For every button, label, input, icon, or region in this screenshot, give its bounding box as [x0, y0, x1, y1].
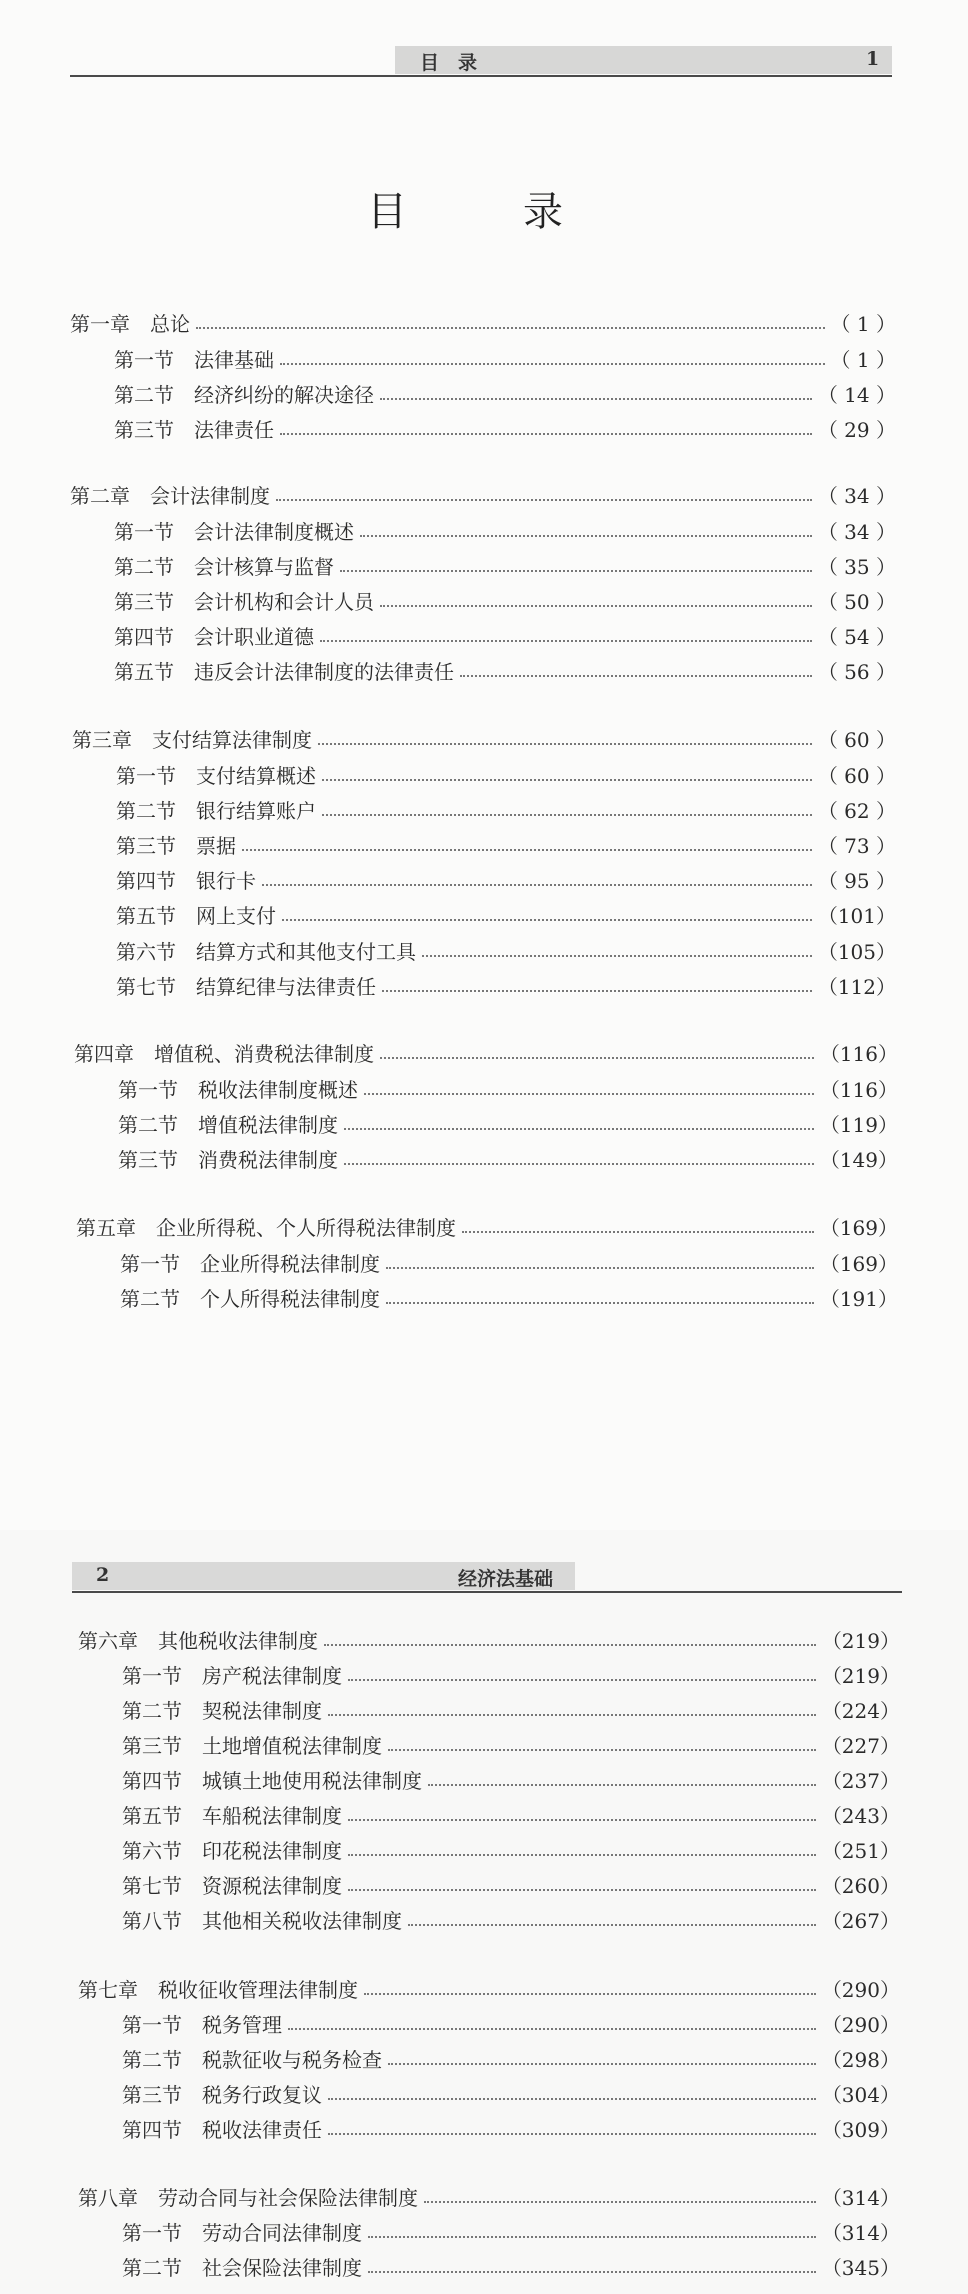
- toc-chapter[interactable]: 第三章 支付结算法律制度 （ 60 ）: [72, 727, 896, 752]
- toc-section[interactable]: 第三节 税务行政复议 （304）: [122, 2082, 900, 2107]
- toc-section[interactable]: 第四节 会计职业道德 （ 54 ）: [114, 624, 896, 649]
- toc-section[interactable]: 第一节 会计法律制度概述 （ 34 ）: [114, 519, 896, 544]
- toc-section[interactable]: 第二节 增值税法律制度 （119）: [118, 1112, 898, 1137]
- toc-chapter[interactable]: 第七章 税收征收管理法律制度 （290）: [78, 1977, 900, 2002]
- page-title: 目 录: [367, 189, 601, 235]
- toc-section[interactable]: 第二节 银行结算账户 （ 62 ）: [116, 798, 896, 823]
- running-header-book-title: 经济法基础: [458, 1568, 554, 1590]
- toc-section[interactable]: 第七节 资源税法律制度 （260）: [122, 1873, 900, 1898]
- toc-section[interactable]: 第一节 房产税法律制度 （219）: [122, 1663, 900, 1688]
- toc-chapter[interactable]: 第八章 劳动合同与社会保险法律制度 （314）: [78, 2185, 900, 2210]
- toc-chapter[interactable]: 第五章 企业所得税、个人所得税法律制度 （169）: [76, 1215, 898, 1240]
- toc-section[interactable]: 第二节 税款征收与税务检查 （298）: [122, 2047, 900, 2072]
- toc-section[interactable]: 第三节 会计机构和会计人员 （ 50 ）: [114, 589, 896, 614]
- toc-section[interactable]: 第三节 法律责任 （ 29 ）: [114, 417, 896, 442]
- toc-page-2: [0, 1530, 968, 2294]
- toc-section[interactable]: 第四节 税收法律责任 （309）: [122, 2117, 900, 2142]
- header-rule: [72, 1591, 902, 1593]
- toc-section[interactable]: 第七节 结算纪律与法律责任 （112）: [116, 974, 896, 999]
- toc-section[interactable]: 第四节 城镇土地使用税法律制度 （237）: [122, 1768, 900, 1793]
- toc-section[interactable]: 第二节 个人所得税法律制度 （191）: [120, 1286, 898, 1311]
- toc-section[interactable]: 第二节 会计核算与监督 （ 35 ）: [114, 554, 896, 579]
- toc-section[interactable]: 第六节 结算方式和其他支付工具 （105）: [116, 939, 896, 964]
- toc-section[interactable]: 第五节 车船税法律制度 （243）: [122, 1803, 900, 1828]
- toc-section[interactable]: 第八节 其他相关税收法律制度 （267）: [122, 1908, 900, 1933]
- toc-section[interactable]: 第一节 税务管理 （290）: [122, 2012, 900, 2037]
- toc-section[interactable]: 第一节 支付结算概述 （ 60 ）: [116, 763, 896, 788]
- toc-section[interactable]: 第二节 经济纠纷的解决途径 （ 14 ）: [114, 382, 896, 407]
- toc-section[interactable]: 第三节 消费税法律制度 （149）: [118, 1147, 898, 1172]
- toc-section[interactable]: 第五节 网上支付 （101）: [116, 903, 896, 928]
- toc-chapter[interactable]: 第六章 其他税收法律制度 （219）: [78, 1628, 900, 1653]
- toc-section[interactable]: 第二节 社会保险法律制度 （345）: [122, 2255, 900, 2280]
- toc-section[interactable]: 第一节 税收法律制度概述 （116）: [118, 1077, 898, 1102]
- toc-section[interactable]: 第三节 票据 （ 73 ）: [116, 833, 896, 858]
- toc-section[interactable]: 第四节 银行卡 （ 95 ）: [116, 868, 896, 893]
- toc-section[interactable]: 第一节 劳动合同法律制度 （314）: [122, 2220, 900, 2245]
- toc-section[interactable]: 第一节 企业所得税法律制度 （169）: [120, 1251, 898, 1276]
- toc-chapter[interactable]: 第二章 会计法律制度 （ 34 ）: [70, 483, 896, 508]
- toc-section[interactable]: 第一节 法律基础 （ 1 ）: [114, 347, 896, 372]
- toc-section[interactable]: 第六节 印花税法律制度 （251）: [122, 1838, 900, 1863]
- page-number: 2: [96, 1564, 110, 1586]
- toc-chapter[interactable]: 第一章 总论 （ 1 ）: [70, 311, 896, 336]
- header-rule: [70, 75, 892, 77]
- toc-section[interactable]: 第三节 土地增值税法律制度 （227）: [122, 1733, 900, 1758]
- page-number: 1: [866, 48, 880, 70]
- toc-section[interactable]: 第二节 契税法律制度 （224）: [122, 1698, 900, 1723]
- toc-section[interactable]: 第五节 违反会计法律制度的法律责任 （ 56 ）: [114, 659, 896, 684]
- running-header-label: 目 录: [420, 52, 478, 74]
- toc-chapter[interactable]: 第四章 增值税、消费税法律制度 （116）: [74, 1041, 898, 1066]
